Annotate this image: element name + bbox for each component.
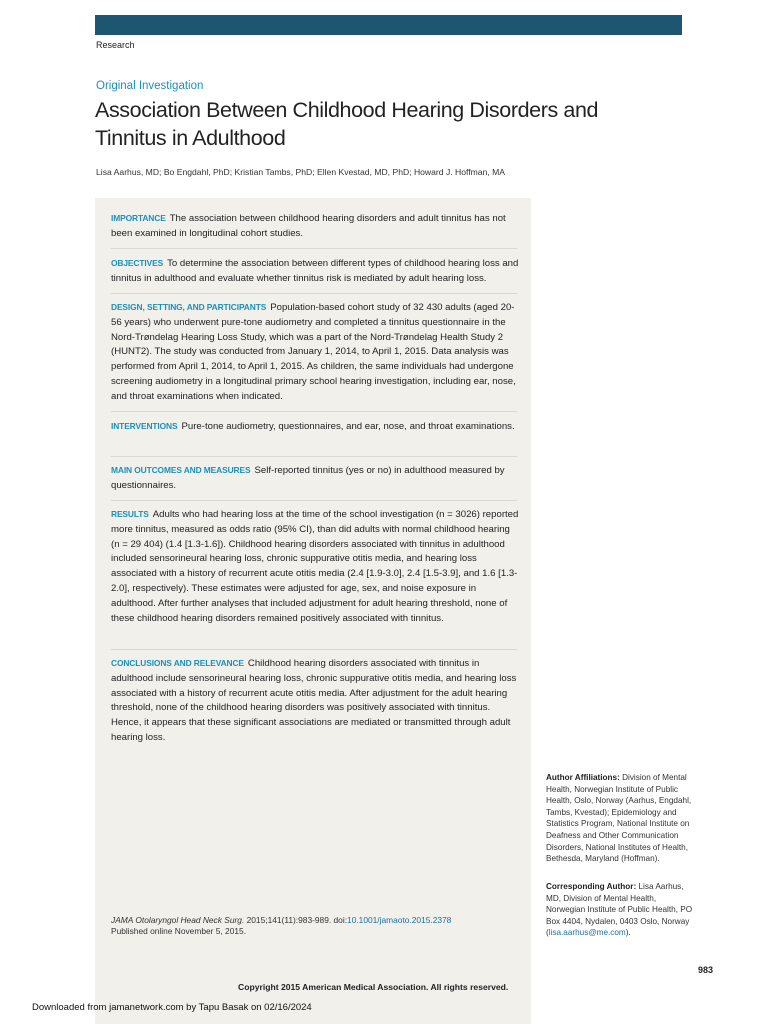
divider: [111, 248, 517, 249]
abstract-heading: MAIN OUTCOMES AND MEASURES: [111, 465, 251, 475]
section-label: Research: [96, 40, 135, 50]
header-bar: [95, 15, 682, 35]
abstract-importance: [111, 211, 521, 242]
corresponding-close: ).: [625, 928, 631, 938]
article-title: Association Between Childhood Hearing Disorders and Tinnitus in Adulthood: [95, 98, 599, 150]
abstract-heading: IMPORTANCE: [111, 213, 166, 223]
page-number: 983: [698, 965, 714, 975]
abstract-heading: OBJECTIVES: [111, 258, 164, 268]
abstract-heading: INTERVENTIONS: [111, 421, 178, 431]
abstract-results: [111, 507, 521, 626]
divider: [111, 411, 517, 412]
abstract-heading: RESULTS: [111, 509, 149, 519]
doi-link[interactable]: 10.1001/jamaoto.2015.2378: [347, 915, 452, 925]
abstract-text: Pure-tone audiometry, questionnaires, and ear, nose, and throat examinations.: [181, 421, 515, 432]
abstract-text: The association between childhood hearing disorders and adult tinnitus has not been examined in longitudinal cohort studies.: [111, 213, 506, 239]
abstract-interventions: [111, 419, 521, 435]
affiliations-text: Division of Mental Health, Norwegian Institute of Public Health, Oslo, Norway (Aarhus, Engdahl, Tambs, Kvestad); Epidemiology and Statistics Program, National Institute on Deafness and Other Communication Disorders, National Institutes of Health, Bethesda, Maryland (Hoffman).: [546, 773, 692, 864]
email-link[interactable]: lisa.aarhus@me.com: [548, 928, 626, 938]
copyright-notice: Copyright 2015 American Medical Association. All rights reserved.: [238, 982, 509, 992]
abstract-design: [111, 300, 521, 405]
journal-name: JAMA Otolaryngol Head Neck Surg.: [111, 915, 245, 925]
abstract-outcomes: [111, 463, 521, 494]
corresponding-text: Lisa Aarhus, MD, Division of Mental Health, Norwegian Institute of Public Health, PO Box 4404, Nydalen, 0403 Oslo, Norway (: [546, 882, 693, 938]
abstract-text: Population-based cohort study of 32 430 adults (aged 20-56 years) who underwent pure-tone audiometry and completed a tinnitus questionnaire in the Nord-Trøndelag Hearing Loss Study, which was a part of the Nord-Trøndelag Health Study 2 (HUNT2). The study was conducted from January 1, 2014, to April 1, 2015. Data analysis was performed from April 1, 2014, to April 1, 2015. As children, the same individuals had undergone screening audiometry in a longitudinal primary school hearing investigation, including ear, nose, and throat examinations when indicated.: [111, 302, 516, 402]
abstract-heading: CONCLUSIONS AND RELEVANCE: [111, 658, 244, 668]
author-affiliations: [546, 772, 696, 865]
divider: [111, 649, 517, 650]
abstract-text: Self-reported tinnitus (yes or no) in adulthood measured by questionnaires.: [111, 465, 505, 491]
article-type: Original Investigation: [96, 80, 204, 92]
abstract-heading: DESIGN, SETTING, AND PARTICIPANTS: [111, 302, 267, 312]
author-list: Lisa Aarhus, MD; Bo Engdahl, PhD; Kristian Tambs, PhD; Ellen Kvestad, MD, PhD; Howard J. Hoffman, MA: [96, 167, 506, 177]
publication-date: Published online November 5, 2015.: [111, 926, 247, 936]
divider: [111, 456, 517, 457]
corresponding-author: [546, 881, 696, 939]
divider: [111, 293, 517, 294]
divider: [111, 500, 517, 501]
abstract-objectives: [111, 256, 521, 287]
download-watermark: Downloaded from jamanetwork.com by Tapu Basak on 02/16/2024: [32, 1002, 312, 1013]
citation: [111, 915, 511, 937]
citation-details: 2015;141(11):983-989. doi:: [244, 915, 348, 925]
abstract-text: Childhood hearing disorders associated with tinnitus in adulthood include sensorineural hearing loss, chronic suppurative otitis media, and hearing loss associated with a history of recurrent acute otitis media. After adjustment for the adult hearing threshold, none of the childhood hearing disorders was positively associated with tinnitus. Hence, it appears that these significant associations are mediated or transmitted through adult hearing loss.: [111, 658, 517, 743]
abstract-text: To determine the association between different types of childhood hearing loss and tinnitus in adulthood and evaluate whether tinnitus risk is mediated by adult hearing loss.: [111, 258, 519, 284]
abstract-conclusions: [111, 656, 521, 746]
corresponding-heading: Corresponding Author:: [546, 882, 637, 891]
abstract-text: Adults who had hearing loss at the time of the school investigation (n = 3026) reported more tinnitus, measured as odds ratio (95% CI), than did adults with normal childhood hearing (n = 29 404) (1.4 [1.3-1.6]). Childhood hearing disorders associated with tinnitus in adulthood included sensorineural hearing loss, chronic suppurative otitis media, and hearing loss associated with a history of recurrent acute otitis media (2.4 [1.9-3.0], 2.4 [1.5-3.9], and 1.6 [1.3-2.0], respectively). These estimates were adjusted for age, sex, and noise exposure in adulthood. After further analyses that included adjustment for adult hearing threshold, none of these childhood hearing disorders remained positively associated with tinnitus.: [111, 509, 519, 624]
affiliations-heading: Author Affiliations:: [546, 773, 620, 782]
